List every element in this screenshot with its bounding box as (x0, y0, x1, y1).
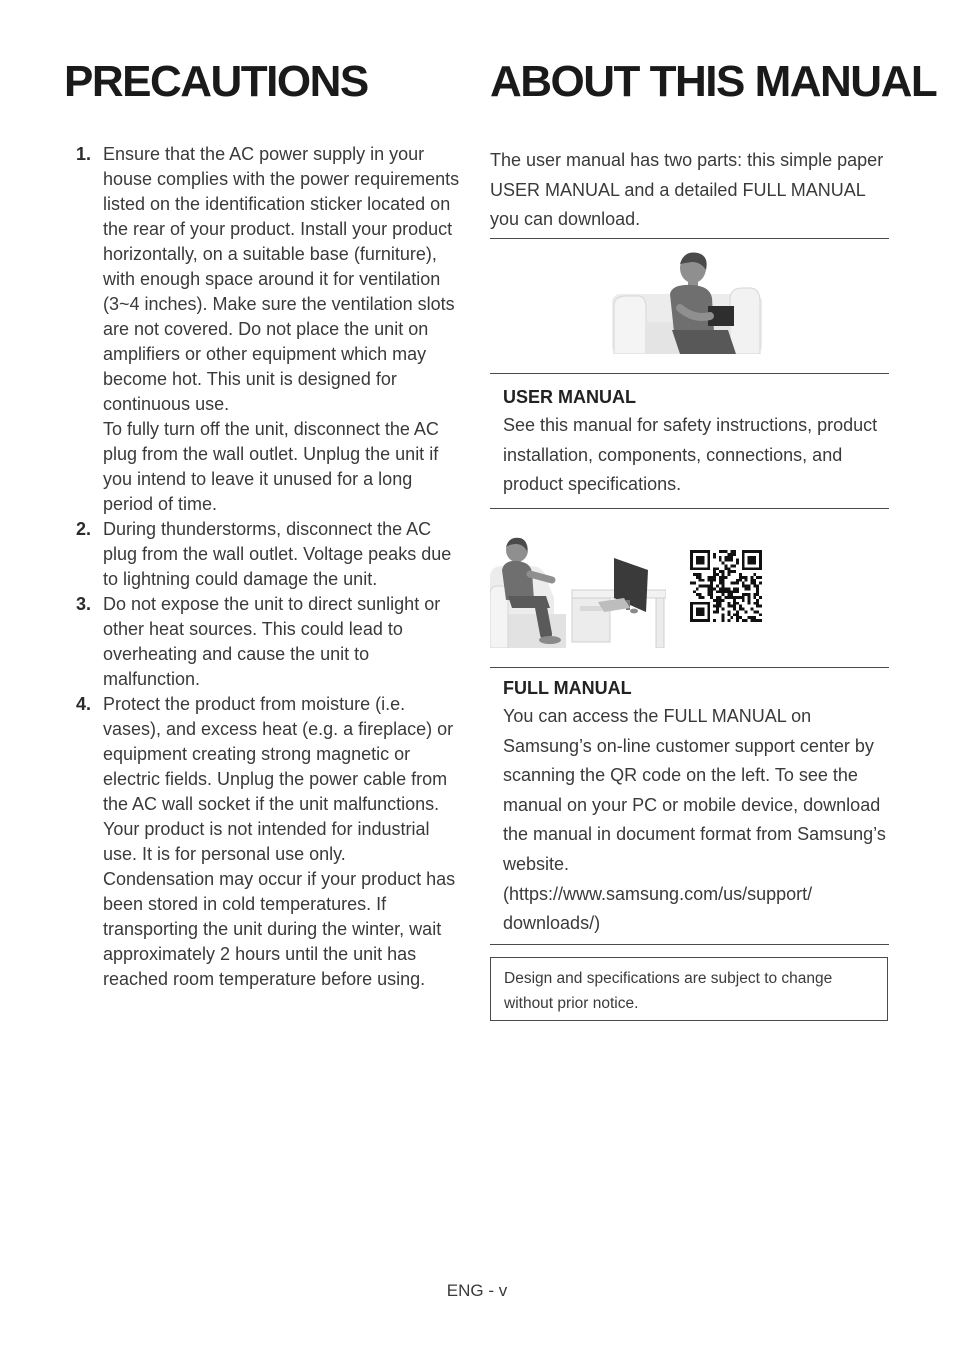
support-url[interactable]: (https://www.samsung.com/us/support/ downloads/) (503, 883, 813, 934)
about-manual-title: ABOUT THIS MANUAL (490, 57, 937, 106)
item-number: 1. (76, 144, 92, 164)
full-manual-heading: FULL MANUAL (503, 678, 632, 698)
page-number: ENG - v (446, 1281, 508, 1300)
reading-person-illustration (612, 250, 762, 354)
precautions-list (76, 142, 460, 992)
divider (490, 373, 889, 374)
manual-intro: The user manual has two parts: this simple paper USER MANUAL and a detailed FULL MANUAL you can download. (490, 150, 884, 229)
full-manual-text (503, 702, 889, 939)
item-number: 4. (76, 694, 92, 714)
notice-text: Design and specifications are subject to change without prior notice. (504, 970, 833, 1012)
item-text: Do not expose the unit to direct sunlight or other heat sources. This could lead to overheating and cause the unit to malfunction. (103, 594, 441, 689)
precaution-item-2 (76, 517, 460, 592)
divider (490, 508, 889, 509)
item-text: To fully turn off the unit, disconnect the AC plug from the wall outlet. Unplug the unit if you intend to leave it unused for a long period of time. (103, 419, 439, 514)
item-number: 2. (76, 519, 92, 539)
full-manual-description: You can access the FULL MANUAL on Samsung’s on-line customer support center by scanning the QR code on the left. To see the manual on your PC or mobile device, download the manual in document format from Samsung’s website. (503, 706, 886, 874)
item-number: 3. (76, 594, 92, 614)
divider (490, 238, 889, 239)
precaution-item-4 (76, 692, 460, 992)
precautions-title: PRECAUTIONS (64, 57, 368, 106)
divider (490, 667, 889, 668)
qr-code[interactable] (690, 550, 762, 622)
item-text: Protect the product from moisture (i.e. vases), and excess heat (e.g. a fireplace) or equipment creating strong magnetic or electric fields. Unplug the power cable from the AC wall socket if the unit malfunctions. Your product is not intended for industrial use. It is for personal use only. Condensation may occur if your product has been stored in cold temperatures. If transporting the unit during the winter, wait approximately 2 hours until the unit has reached room temperature before using. (103, 694, 456, 989)
pc-user-illustration (490, 534, 666, 648)
user-manual-description: See this manual for safety instructions, product installation, components, connections, and product specifications. (503, 415, 878, 495)
notice-box (490, 957, 888, 1021)
precaution-item-1 (76, 142, 460, 517)
item-text: During thunderstorms, disconnect the AC plug from the wall outlet. Voltage peaks due to lightning could damage the unit. (103, 519, 452, 589)
precaution-item-3 (76, 592, 460, 692)
divider (490, 944, 889, 945)
user-manual-heading: USER MANUAL (503, 387, 636, 407)
item-text: Ensure that the AC power supply in your house complies with the power requirements listed on the identification sticker located on the rear of your product. Install your product horizontally, on a suitable base (furniture), with enough space around it for ventilation (3~4 inches). Make sure the ventilation slots are not covered. Do not place the unit on amplifiers or other equipment which may become hot. This unit is designed for continuous use. (103, 144, 460, 414)
